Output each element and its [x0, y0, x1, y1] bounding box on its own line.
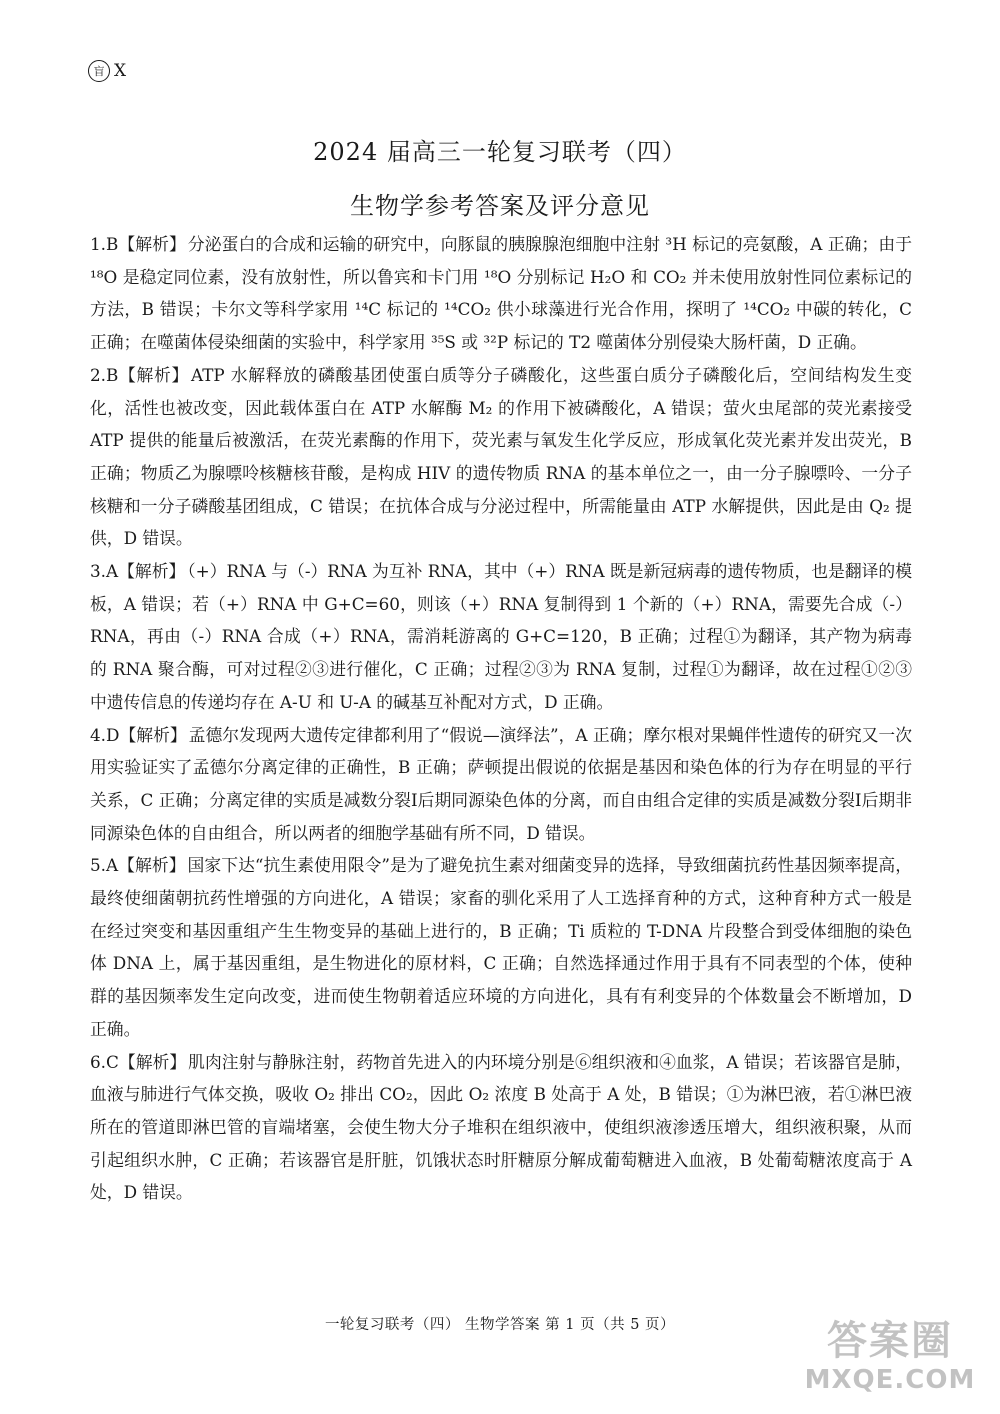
page-footer: 一轮复习联考（四） 生物学答案 第 1 页（共 5 页） — [324, 1317, 676, 1333]
answer-tag: 1.B【解析】 — [90, 234, 186, 254]
answer-text: 孟德尔发现两大遗传定律都利用了“假说—演绎法”，A 正确；摩尔根对果蝇伴性遗传的研究又一次用实验证实了孟德尔分离定律的正确性，B 正确；萨顿提出假说的依据是基因和染色体的行为存在明显的平行关系，C 正确；分离定律的实质是减数分裂Ⅰ后期同源染色体的分离，而自由组合定律的实质是减数分裂Ⅰ后期非同源染色体的自由组合，所以两者的细胞学基础有所不同，D 错误。 — [90, 724, 912, 843]
page-title: 2024 届高三一轮复习联考（四） — [313, 138, 687, 166]
answer-tag: 5.A【解析】 — [90, 855, 186, 876]
page-subtitle: 生物学参考答案及评分意见 — [350, 192, 650, 220]
watermark-url: MXQE.COM — [804, 1365, 976, 1395]
answer-tag: 2.B【解析】 — [90, 364, 189, 385]
answer-text: 国家下达“抗生素使用限令”是为了避免抗生素对细菌变异的选择，导致细菌抗药性基因频率提高，最终使细菌朝抗药性增强的方向进化，A 错误；家畜的驯化采用了人工选择育种的方式，这种育种方式一般是在经过突变和基因重组产生生物变异的基础上进行的，B 正确；Ti 质粒的 T-DNA 片段整合到受体细胞的染色体 DNA 上，属于基因重组，是生物进化的原材料，C 正确；自然选择通过作用于具有不同表型的个体，使种群的基因频率发生定向改变，进而使生物朝着适应环境的方向进化，具有有利变异的个体数量会不断增加，D 正确。 — [90, 855, 912, 1039]
answer-item-2 — [90, 359, 912, 555]
corner-letter: X — [114, 61, 127, 81]
answer-text: 肌肉注射与静脉注射，药物首先进入的内环境分别是⑥组织液和④血浆，A 错误；若该器官是肺，血液与肺进行气体交换，吸收 O₂ 排出 CO₂，因此 O₂ 浓度 B 处高于 A 处，B 错误；①为淋巴液，若①淋巴液所在的管道即淋巴管的盲端堵塞，会使生物大分子堆积在组织液中，使组织液渗透压增大，组织液积聚，从而引起组织水肿，C 正确；若该器官是肝脏，饥饿状态时肝糖原分解成葡萄糖进入血液，B 处葡萄糖浓度高于 A 处，D 错误。 — [90, 1051, 912, 1203]
answer-text: （+）RNA 与（-）RNA 为互补 RNA，其中（+）RNA 既是新冠病毒的遗传物质，也是翻译的模板，A 错误；若（+）RNA 中 G+C=60，则该（+）RNA 复制得到 1 个新的（+）RNA，需要先合成（-）RNA，再由（-）RNA 合成（+）RNA，需消耗游离的 G+C=120，B 正确；过程①为翻译，其产物为病毒的 RNA 聚合酶，可对过程②③进行催化，C 正确；过程②③为 RNA 复制，过程①为翻译，故在过程①②③中遗传信息的传递均存在 A-U 和 U-A 的碱基互补配对方式，D 正确。 — [90, 561, 912, 712]
answer-tag: 6.C【解析】 — [90, 1051, 187, 1072]
answer-list — [90, 228, 912, 1209]
answer-tag: 3.A【解析】 — [90, 561, 186, 582]
answer-item-6 — [90, 1046, 912, 1210]
answer-item-5 — [90, 849, 912, 1045]
watermark-text: 答案圈 — [827, 1318, 953, 1364]
answer-text: ATP 水解释放的磷酸基团使蛋白质等分子磷酸化，这些蛋白质分子磷酸化后，空间结构发生变化，活性也被改变，因此载体蛋白在 ATP 水解酶 M₂ 的作用下被磷酸化，A 错误；萤火虫尾部的荧光素接受 ATP 提供的能量后被激活，在荧光素酶的作用下，荧光素与氧发生化学反应，形成氧化荧光素并发出荧光，B 正确；物质乙为腺嘌呤核糖核苷酸，是构成 HIV 的遗传物质 RNA 的基本单位之一，由一分子腺嘌呤、一分子核糖和一分子磷酸基团组成，C 错误；在抗体合成与分泌过程中，所需能量由 ATP 水解提供，因此是由 Q₂ 提供，D 错误。 — [90, 364, 912, 549]
corner-mark — [88, 60, 126, 82]
seal-icon: 盲 — [88, 60, 110, 82]
watermark-logo — [790, 1318, 990, 1408]
answer-text: 分泌蛋白的合成和运输的研究中，向豚鼠的胰腺腺泡细胞中注射 ³H 标记的亮氨酸，A 正确；由于 ¹⁸O 是稳定同位素，没有放射性，所以鲁宾和卡门用 ¹⁸O 分别标记 H₂O 和 CO₂ 并未使用放射性同位素标记的方法，B 错误；卡尔文等科学家用 ¹⁴C 标记的 ¹⁴CO₂ 供小球藻进行光合作用，探明了 ¹⁴CO₂ 中碳的转化，C 正确；在噬菌体侵染细菌的实验中，科学家用 ³⁵S 或 ³²P 标记的 T2 噬菌体分别侵染大肠杆菌，D 正确。 — [90, 234, 912, 353]
answer-item-4 — [90, 719, 912, 850]
answer-tag: 4.D【解析】 — [90, 724, 187, 745]
answer-item-1 — [90, 228, 912, 359]
answer-item-3 — [90, 555, 912, 719]
